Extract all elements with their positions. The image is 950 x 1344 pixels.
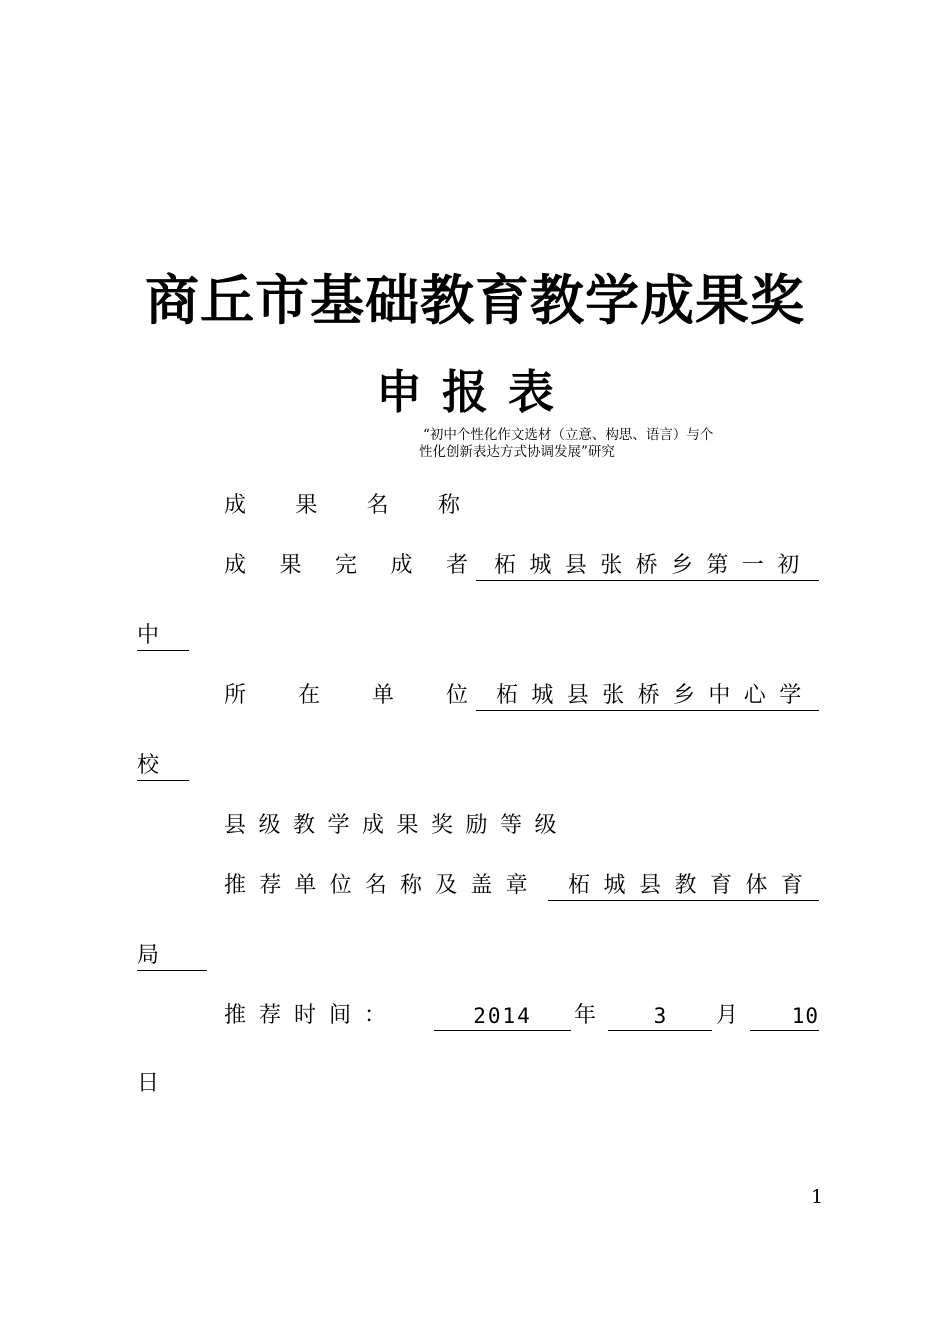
name-label-char: 名	[366, 493, 389, 518]
field-label-completer	[224, 551, 468, 581]
project-name-line1: “初中个性化作文选材（立意、构思、语言）与个	[423, 427, 714, 443]
completer-label-char: 完	[334, 553, 357, 578]
page-number: 1	[811, 1186, 824, 1208]
field-label-name	[224, 491, 460, 521]
unit-label-char: 所	[224, 683, 247, 708]
date-year-value: 2014	[434, 1001, 571, 1031]
name-label-char: 成	[224, 493, 247, 518]
date-month-unit: 月	[716, 1003, 739, 1028]
completer-label-char: 者	[445, 553, 468, 578]
document-subtitle: 申报表	[376, 365, 574, 419]
recommender-value-line2: 局	[137, 941, 207, 971]
completer-label-char: 果	[279, 553, 302, 578]
field-label-award-level: 县级教学成果奖励等级	[224, 813, 570, 838]
date-year-unit: 年	[574, 1003, 597, 1028]
name-label-char: 称	[437, 493, 460, 518]
date-day-value: 10	[750, 1001, 819, 1031]
field-label-date: 推荐时间：	[224, 1003, 400, 1028]
name-label-char: 果	[295, 493, 318, 518]
unit-label-char: 在	[297, 683, 320, 708]
completer-value-line2: 中	[137, 621, 189, 651]
completer-label-char: 成	[224, 553, 247, 578]
unit-value-line2: 校	[137, 751, 189, 781]
completer-value-line1: 柘城县张桥乡第一初	[476, 551, 819, 581]
field-label-unit	[224, 681, 468, 711]
unit-value-line1: 柘城县张桥乡中心学	[476, 681, 819, 711]
project-name-line2: 性化创新表达方式协调发展”研究	[419, 444, 615, 460]
unit-label-char: 单	[371, 683, 394, 708]
completer-label-char: 成	[390, 553, 413, 578]
recommender-value-line1: 柘城县教育体育	[548, 871, 819, 901]
date-day-unit: 日	[137, 1071, 160, 1096]
unit-label-char: 位	[445, 683, 468, 708]
date-month-value: 3	[608, 1001, 712, 1031]
field-label-recommender: 推荐单位名称及盖章	[224, 873, 541, 898]
document-title: 商丘市基础教育教学成果奖	[145, 269, 805, 332]
